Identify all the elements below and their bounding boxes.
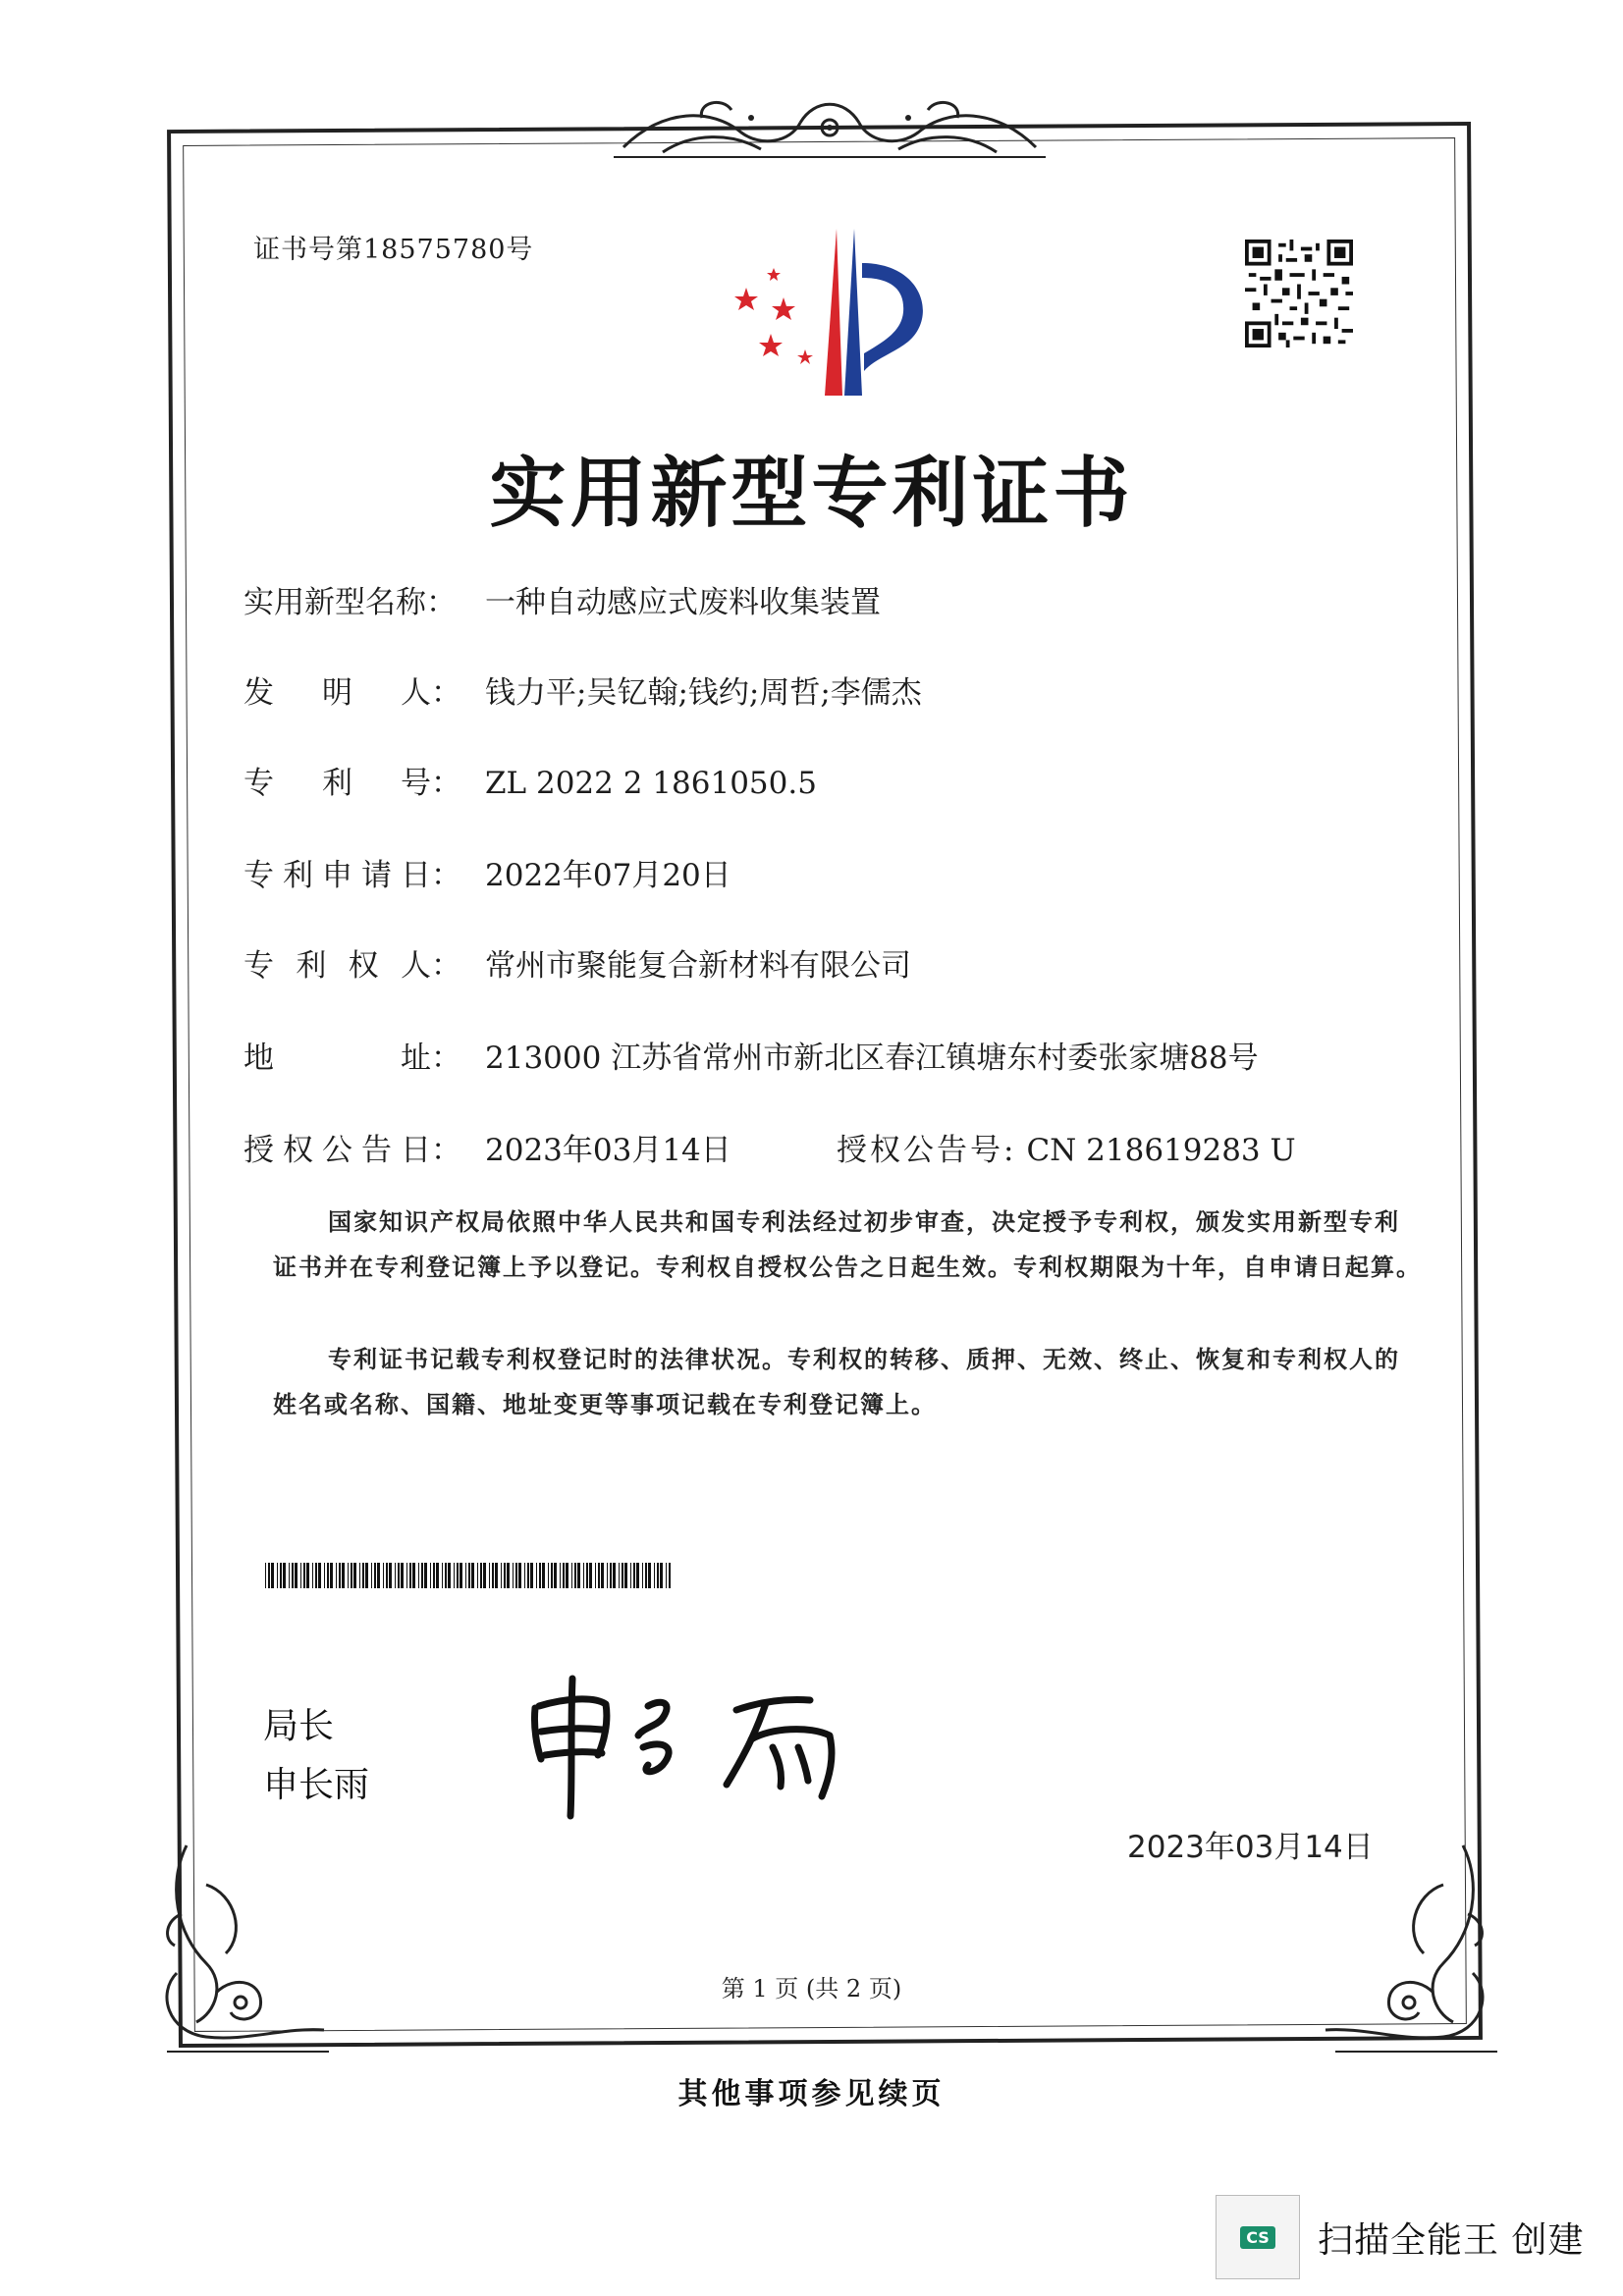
barcode-bar — [265, 1563, 266, 1588]
barcode-bar — [330, 1563, 333, 1588]
barcode-bar — [536, 1563, 537, 1588]
camscanner-logo — [1216, 2195, 1300, 2279]
camscanner-badge: CS — [1240, 2226, 1275, 2249]
barcode-bar — [648, 1563, 651, 1588]
barcode-bar — [339, 1563, 341, 1588]
barcode-bar — [465, 1563, 466, 1588]
barcode-bar — [601, 1563, 604, 1588]
barcode-bar — [515, 1563, 517, 1588]
barcode-bar — [336, 1563, 337, 1588]
barcode-bar — [566, 1563, 568, 1588]
barcode-bar — [342, 1563, 345, 1588]
barcode-bar — [353, 1563, 356, 1588]
label-char: 利 — [283, 858, 313, 893]
field-value: ZL 2022 2 1861050.5 — [485, 766, 817, 801]
label-char: 专 — [243, 858, 274, 893]
barcode-bar — [560, 1563, 561, 1588]
label-char: 申 — [322, 858, 352, 893]
barcode-bar — [654, 1563, 655, 1588]
label-char: 日： — [401, 858, 461, 893]
field-patent-number — [243, 758, 817, 802]
field-value: CN 218619283 U — [1026, 1133, 1296, 1168]
barcode-bar — [351, 1563, 352, 1588]
field-value: 2023年03月14日 — [485, 1133, 731, 1168]
field-label — [243, 940, 461, 985]
barcode-bar — [530, 1563, 533, 1588]
barcode-bar — [554, 1563, 557, 1588]
barcode-bar — [383, 1563, 384, 1588]
barcode-bar — [324, 1563, 325, 1588]
barcode-bar — [430, 1563, 431, 1588]
label-char: 发 — [243, 675, 274, 711]
barcode-bar — [666, 1563, 667, 1588]
barcode-bar — [424, 1563, 427, 1588]
barcode-bar — [489, 1563, 490, 1588]
barcode-bar — [624, 1563, 627, 1588]
label-char: 号： — [401, 766, 461, 801]
field-label — [243, 667, 461, 712]
scanner-watermark — [1216, 2193, 1584, 2281]
barcode-bar — [507, 1563, 510, 1588]
label-char: 专 — [243, 948, 274, 984]
barcode-bar — [480, 1563, 482, 1588]
barcode-bar — [365, 1563, 368, 1588]
barcode-bar — [613, 1563, 616, 1588]
bottom-left-ornament — [147, 1826, 334, 2061]
barcode-bar — [492, 1563, 494, 1588]
barcode-bar — [471, 1563, 474, 1588]
barcode-bar — [513, 1563, 514, 1588]
barcode-bar — [574, 1563, 576, 1588]
label-char: 权 — [283, 1133, 313, 1168]
barcode-bar — [421, 1563, 423, 1588]
field-value: 一种自动感应式废料收集装置 — [485, 585, 881, 620]
field-filing-date — [243, 850, 731, 894]
barcode-bar — [577, 1563, 580, 1588]
barcode-bar — [371, 1563, 372, 1588]
barcode-bar — [448, 1563, 451, 1588]
barcode-bar — [271, 1563, 274, 1588]
field-label: 实用新型名称： — [243, 585, 457, 620]
label-char: 利 — [322, 766, 352, 801]
field-value: 2022年07月20日 — [485, 858, 731, 893]
barcode-bar — [589, 1563, 592, 1588]
field-label — [243, 1033, 461, 1077]
barcode-bar — [395, 1563, 396, 1588]
bottom-right-ornament — [1316, 1826, 1502, 2061]
barcode-bar — [454, 1563, 455, 1588]
certificate-number: 证书号第18575780号 — [253, 235, 534, 265]
field-utility-model-name — [243, 577, 881, 621]
barcode-bar — [433, 1563, 435, 1588]
label-char: 日： — [401, 1133, 461, 1168]
signatory-name: 申长雨 — [263, 1765, 370, 1805]
barcode-bar — [539, 1563, 541, 1588]
barcode-bar — [315, 1563, 317, 1588]
barcode-bar — [598, 1563, 600, 1588]
handwritten-signature — [515, 1649, 869, 1826]
label-char: 专 — [243, 766, 274, 801]
barcode-bar — [610, 1563, 612, 1588]
label-char: 权 — [348, 948, 379, 984]
barcode-bar — [377, 1563, 380, 1588]
label-char: 利 — [296, 948, 327, 984]
scanner-watermark-text: 扫描全能王 创建 — [1318, 2219, 1585, 2261]
label-char: 授 — [243, 1133, 274, 1168]
barcode-bar — [642, 1563, 643, 1588]
field-value: 钱力平;吴钇翰;钱约;周哲;李儒杰 — [485, 675, 922, 711]
barcode-bar — [292, 1563, 294, 1588]
barcode-bar — [551, 1563, 553, 1588]
barcode-bar — [436, 1563, 439, 1588]
barcode-bar — [636, 1563, 639, 1588]
barcode-bar — [418, 1563, 419, 1588]
barcode-bar — [406, 1563, 407, 1588]
barcode-bar — [359, 1563, 360, 1588]
label-char: 请 — [361, 858, 392, 893]
barcode-bar — [563, 1563, 565, 1588]
barcode-bar — [398, 1563, 400, 1588]
label-char: 人： — [400, 948, 461, 984]
statement-paragraph: 专利证书记载专利权登记时的法律状况。专利权的转移、质押、无效、终止、恢复和专利权人的姓名或名称、国籍、地址变更等事项记载在专利登记簿上。 — [273, 1345, 1400, 1418]
barcode-bar — [306, 1563, 309, 1588]
barcode-bar — [524, 1563, 525, 1588]
barcode-bar — [442, 1563, 443, 1588]
field-value: 常州市聚能复合新材料有限公司 — [485, 948, 911, 984]
barcode-bar — [280, 1563, 282, 1588]
barcode-bar — [586, 1563, 588, 1588]
barcode-bar — [303, 1563, 305, 1588]
barcode-bar — [518, 1563, 521, 1588]
barcode-bar — [389, 1563, 392, 1588]
field-inventors — [243, 667, 922, 712]
barcode-bar — [619, 1563, 620, 1588]
barcode-bar — [657, 1563, 659, 1588]
field-grant-publication-number — [837, 1125, 1296, 1169]
label-char: 址： — [401, 1041, 461, 1076]
page-indicator: 第 1 页 (共 2 页) — [721, 1975, 902, 2002]
barcode-bar — [374, 1563, 376, 1588]
field-label: 授权公告号: — [837, 1133, 1017, 1168]
continuation-note: 其他事项参见续页 — [677, 2077, 946, 2111]
barcode-bar — [386, 1563, 388, 1588]
top-ornament — [604, 88, 1055, 167]
barcode-bar — [622, 1563, 623, 1588]
issue-date: 2023年03月14日 — [1127, 1830, 1374, 1865]
barcode-bar — [460, 1563, 462, 1588]
barcode-bar — [283, 1563, 286, 1588]
barcode-bar — [468, 1563, 470, 1588]
barcode-bar — [445, 1563, 447, 1588]
signatory-title: 局长 — [263, 1706, 335, 1746]
barcode-bar — [412, 1563, 415, 1588]
barcode-bar — [504, 1563, 506, 1588]
label-char: 明 — [322, 675, 352, 711]
barcode-bar — [607, 1563, 608, 1588]
barcode-bar — [633, 1563, 635, 1588]
field-label — [243, 1125, 461, 1169]
label-char: 公 — [322, 1133, 352, 1168]
field-patentee — [243, 940, 911, 985]
label-char: 人： — [401, 675, 461, 711]
barcode-bar — [645, 1563, 647, 1588]
field-address — [243, 1033, 1259, 1077]
barcode-bar — [542, 1563, 545, 1588]
barcode-bar — [289, 1563, 290, 1588]
barcode-bar — [477, 1563, 478, 1588]
barcode-bar — [571, 1563, 572, 1588]
barcode-bar — [669, 1563, 671, 1588]
barcode-bar — [312, 1563, 313, 1588]
barcode-bar — [401, 1563, 404, 1588]
barcode-bar — [300, 1563, 301, 1588]
barcode-bar — [277, 1563, 278, 1588]
barcode-bar — [362, 1563, 364, 1588]
certificate-title: 实用新型专利证书 — [489, 449, 1134, 538]
barcode-bar — [483, 1563, 486, 1588]
label-char: 地 — [243, 1041, 274, 1076]
barcode-bar — [595, 1563, 596, 1588]
barcode-bar — [457, 1563, 459, 1588]
barcode-bar — [660, 1563, 663, 1588]
barcode-bar — [501, 1563, 502, 1588]
barcode-bar — [348, 1563, 349, 1588]
barcode-bar — [548, 1563, 549, 1588]
barcode-bar — [495, 1563, 498, 1588]
cnipa-logo — [717, 224, 952, 400]
barcode-bar — [327, 1563, 329, 1588]
barcode-bar — [268, 1563, 270, 1588]
field-label — [243, 850, 461, 894]
barcode — [265, 1563, 672, 1588]
statement-paragraph: 国家知识产权局依照中华人民共和国专利法经过初步审查，决定授予专利权，颁发实用新型专利证书并在专利登记簿上予以登记。专利权自授权公告之日起生效。专利权期限为十年，自申请日起算。 — [273, 1207, 1422, 1281]
barcode-bar — [630, 1563, 631, 1588]
qr-code — [1245, 240, 1353, 347]
barcode-bar — [318, 1563, 321, 1588]
field-label — [243, 758, 461, 802]
barcode-bar — [409, 1563, 411, 1588]
barcode-bar — [527, 1563, 529, 1588]
barcode-bar — [295, 1563, 298, 1588]
field-grant-date — [243, 1125, 731, 1169]
field-value: 213000 江苏省常州市新北区春江镇塘东村委张家塘88号 — [485, 1041, 1259, 1076]
label-char: 告 — [361, 1133, 392, 1168]
barcode-bar — [583, 1563, 584, 1588]
